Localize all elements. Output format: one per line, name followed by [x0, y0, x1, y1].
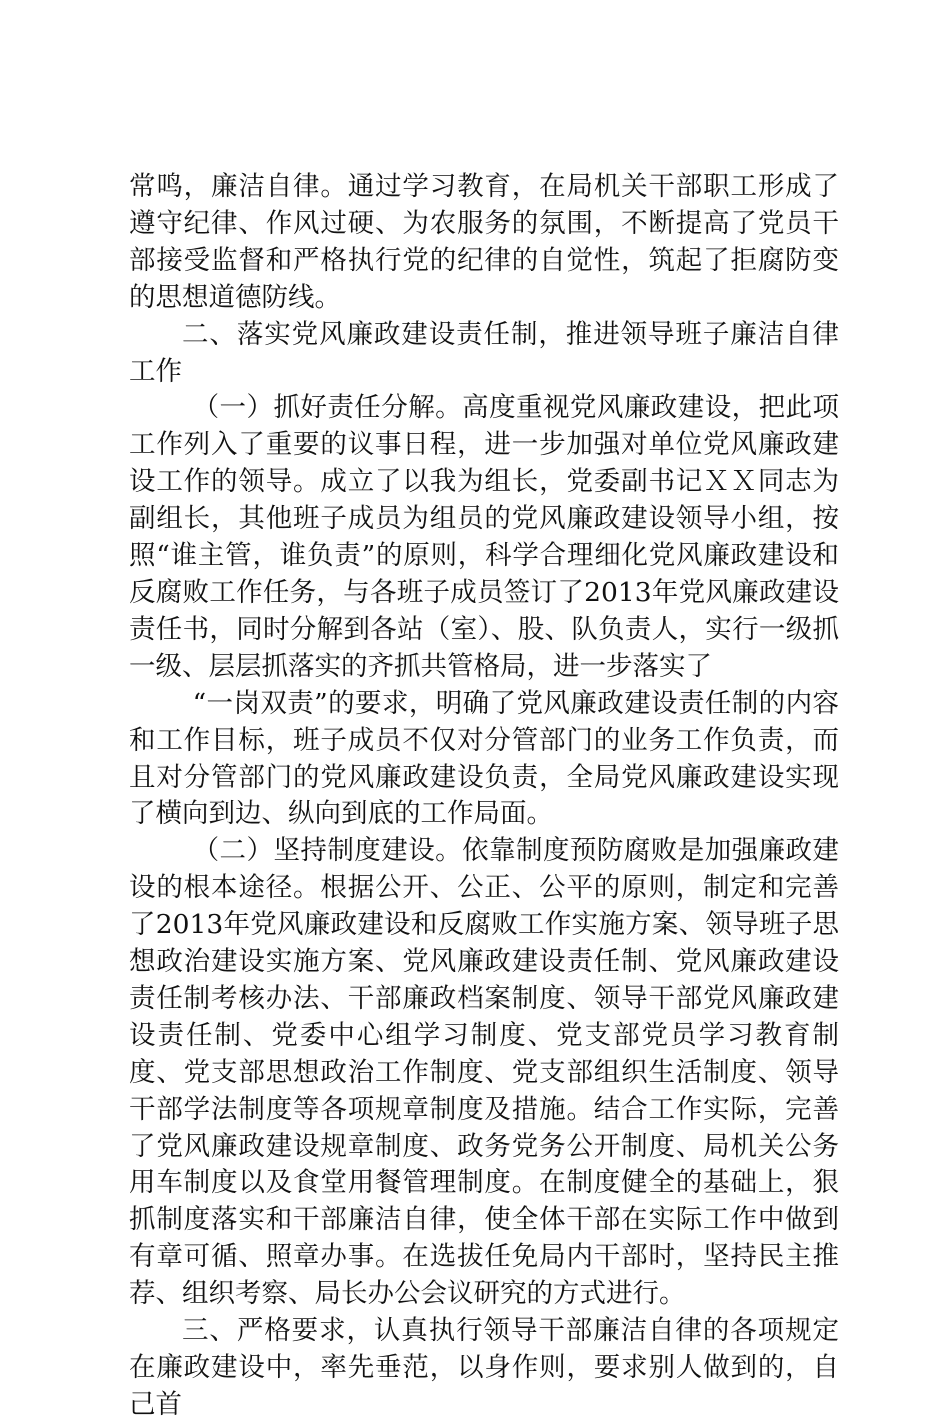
section-heading-3-paragraph: 三、严格要求，认真执行领导干部廉洁自律的各项规定在廉政建设中，率先垂范，以身作则，要求别人做到的，自己首: [129, 1315, 839, 1420]
paragraph-continuation: 常鸣，廉洁自律。通过学习教育，在局机关干部职工形成了遵守纪律、作风过硬、为农服务的氛围，不断提高了党员干部接受监督和严格执行党的纪律的自觉性，筑起了拒腐防变的思想道德防线。: [129, 171, 839, 313]
subsection-2-paragraph: （二）坚持制度建设。依靠制度预防腐败是加强廉政建设的根本途径。根据公开、公正、公平的原则，制定和完善了2013年党风廉政建设和反腐败工作实施方案、领导班子思想政治建设实施方案、党风廉政建设责任制、党风廉政建设责任制考核办法、干部廉政档案制度、领导干部党风廉政建设责任制、党委中心组学习制度、党支部党员学习教育制度、党支部思想政治工作制度、党支部组织生活制度、领导干部学法制度等各项规章制度及措施。结合工作实际，完善了党风廉政建设规章制度、政务党务公开制度、局机关公务用车制度以及食堂用餐管理制度。在制度健全的基础上，狠抓制度落实和干部廉洁自律，使全体干部在实际工作中做到有章可循、照章办事。在选拔任免局内干部时，坚持民主推荐、组织考察、局长办公会议研究的方式进行。: [129, 835, 839, 1310]
subsection-1-paragraph: （一）抓好责任分解。高度重视党风廉政建设，把此项工作列入了重要的议事日程，进一步加强对单位党风廉政建设工作的领导。成立了以我为组长，党委副书记ＸＸ同志为副组长，其他班子成员为组员的党风廉政建设领导小组，按照“谁主管，谁负责”的原则，科学合理细化党风廉政建设和反腐败工作任务，与各班子成员签订了2013年党风廉政建设责任书，同时分解到各站（室）、股、队负责人，实行一级抓一级、层层抓落实的齐抓共管格局，进一步落实了: [129, 392, 839, 682]
section-heading-2: 二、落实党风廉政建设责任制，推进领导班子廉洁自律工作: [129, 318, 839, 387]
paragraph-duty-requirements: “一岗双责”的要求，明确了党风廉政建设责任制的内容和工作目标，班子成员不仅对分管部门的业务工作负责，而且对分管部门的党风廉政建设负责，全局党风廉政建设实现了横向到边、纵向到底的工作局面。: [129, 687, 839, 830]
document-body: [129, 169, 839, 1424]
